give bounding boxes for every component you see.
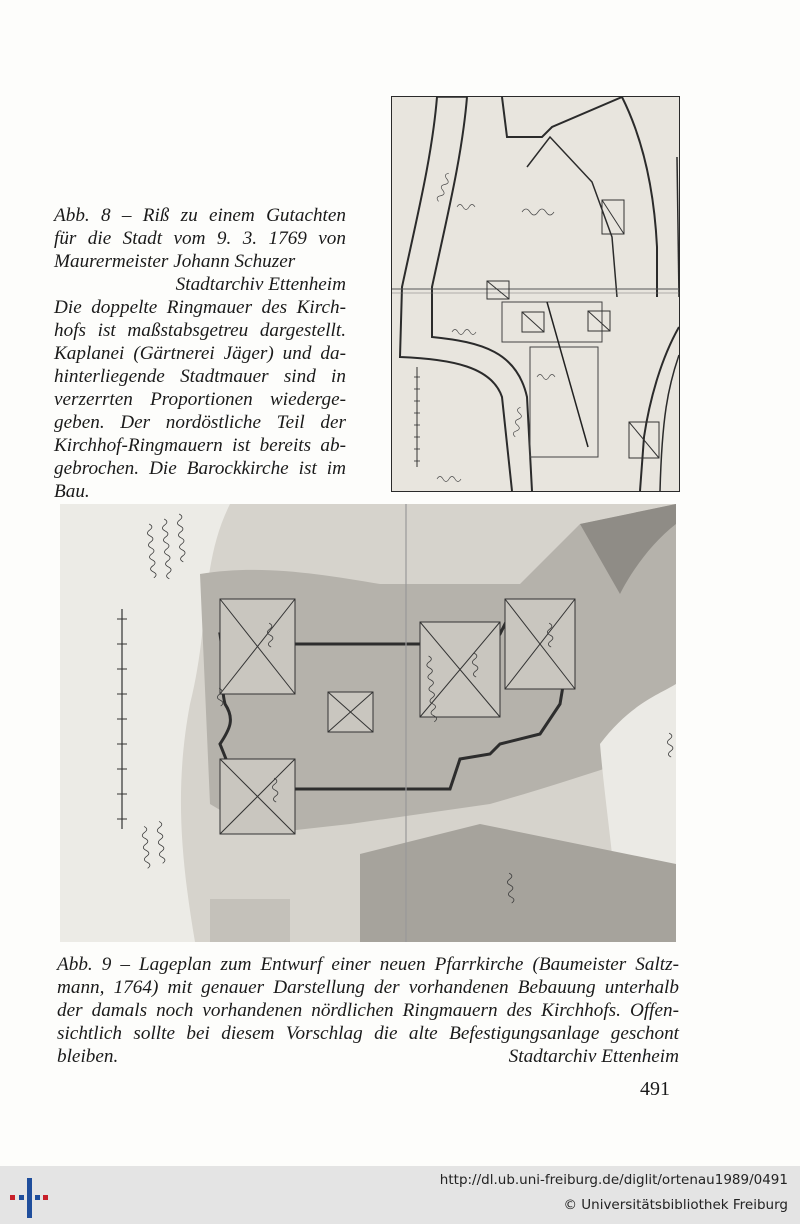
caption-source: Stadtarchiv Ettenheim: [508, 1046, 679, 1067]
figure-9-site-plan-image: [60, 504, 676, 942]
caption-line: der damals noch vorhandenen nördlichen Ringmauern des Kirchhofs. Offen-: [57, 1000, 679, 1021]
caption-line: sichtlich sollte bei diesem Vorschlag die alte Befestigungsanlage geschont: [57, 1023, 679, 1044]
caption-line: Die doppelte Ringmauer des Kirch-: [54, 297, 346, 318]
figure-8-plan-image: [391, 96, 680, 492]
copyright-notice: © Universitätsbibliothek Freiburg: [563, 1197, 788, 1213]
caption-line: Kaplanei (Gärtnerei Jäger) und da-: [54, 343, 346, 364]
caption-line: Bau.: [54, 481, 90, 502]
library-logo-icon: [8, 1178, 48, 1218]
footer-bar: [0, 1166, 800, 1224]
caption-line: Maurermeister Johann Schuzer: [54, 251, 296, 272]
figure-8-caption: [54, 204, 346, 503]
page-number: 491: [640, 1078, 670, 1100]
caption-line: hinterliegende Stadtmauer sind in: [54, 366, 346, 387]
caption-line: hofs ist maßstabsgetreu dargestellt.: [54, 320, 346, 341]
caption-line: Kirchhof-Ringmauern ist bereits ab-: [54, 435, 346, 456]
caption-line: gebrochen. Die Barockkirche ist im: [54, 458, 346, 479]
caption-last-line: [57, 1045, 679, 1068]
caption-line: Abb. 8 – Riß zu einem Gutachten: [54, 205, 346, 226]
caption-line: bleiben.: [57, 1046, 119, 1067]
caption-line: verzerrten Proportionen wiederge-: [54, 389, 346, 410]
caption-source: Stadtarchiv Ettenheim: [175, 274, 346, 295]
caption-line: mann, 1764) mit genauer Darstellung der vorhandenen Bebauung unterhalb: [57, 977, 679, 998]
caption-line: für die Stadt vom 9. 3. 1769 von: [54, 228, 346, 249]
figure-9-caption: [57, 953, 679, 1068]
caption-line: geben. Der nordöstliche Teil der: [54, 412, 346, 433]
caption-line: Abb. 9 – Lageplan zum Entwurf einer neuen Pfarrkirche (Baumeister Saltz-: [57, 954, 679, 975]
digital-library-link[interactable]: http://dl.ub.uni-freiburg.de/diglit/ortenau1989/0491: [439, 1172, 788, 1188]
